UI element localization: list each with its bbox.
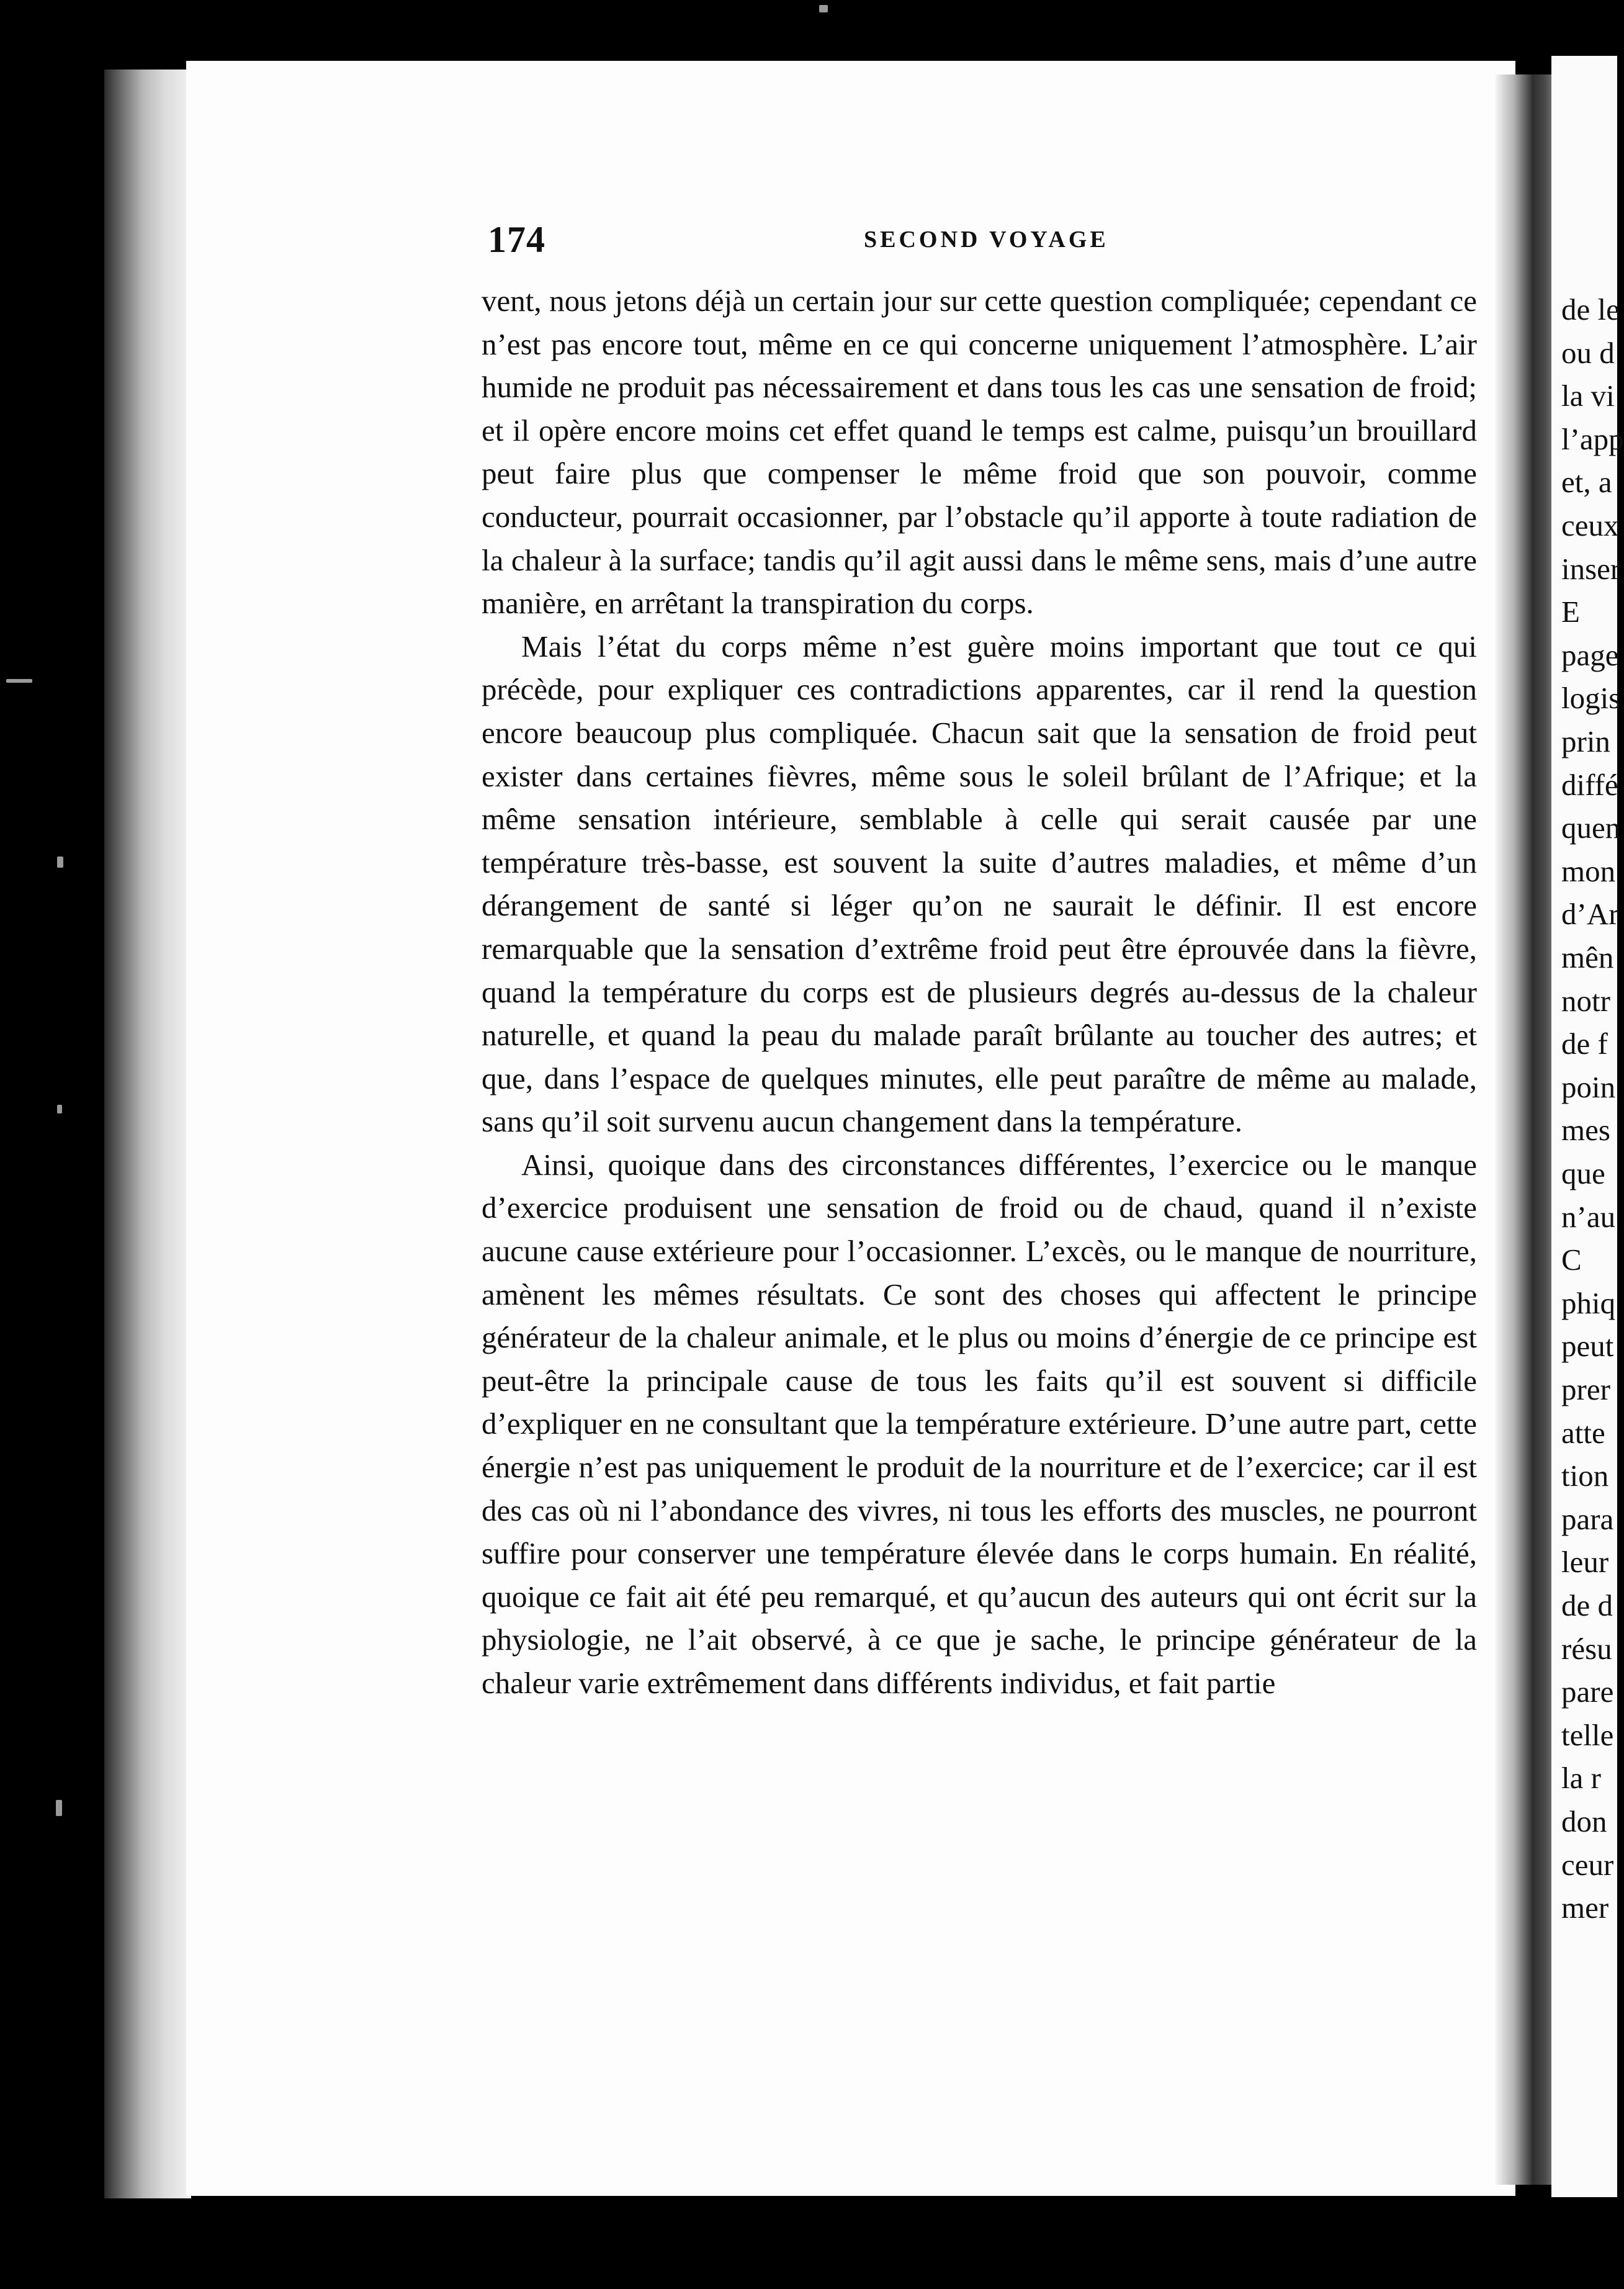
- book-gutter: [1496, 74, 1558, 2185]
- facing-page-line: quen: [1561, 811, 1621, 845]
- facing-page-line: phiq: [1561, 1285, 1616, 1320]
- facing-page-edge: [1551, 56, 1624, 2197]
- facing-page-line: prer: [1561, 1372, 1610, 1406]
- scan-speck: [819, 5, 828, 12]
- facing-page-line: la vi: [1561, 379, 1615, 413]
- facing-page-line: mên: [1561, 940, 1614, 974]
- facing-page-line: prin: [1561, 724, 1610, 758]
- facing-page-line: l’app: [1561, 421, 1624, 456]
- running-head: SECOND VOYAGE: [864, 227, 1109, 253]
- scan-speck: [6, 679, 32, 683]
- facing-page-line: tion: [1561, 1459, 1609, 1493]
- facing-page-line: peut: [1561, 1329, 1614, 1364]
- page-header: [488, 218, 1481, 262]
- paragraph-3: Ainsi, quoique dans des circonstances différentes, l’exercice ou le manque d’exercice produisent une sensation de froid ou de chaud, quand il n’existe aucune cause extérieure pour l’occasionner. L’excès, ou le manque de nourriture, amènent les mêmes résultats. Ce sont des choses qui affectent le principe générateur de la chaleur animale, et le plus ou moins d’énergie de ce principe est peut-être la principale cause de tous les faits qu’il est souvent si difficile d’expliquer en ne consultant que la température extérieure. D’une autre part, cette énergie n’est pas uniquement le produit de la nourriture et de l’exercice; car il est des cas où ni l’abondance des vivres, ni tous les efforts des muscles, ne pourront suffire pour conserver une température élevée dans le corps humain. En réalité, quoique ce fait ait été peu remarqué, et qu’aucun des auteurs qui ont écrit sur la physiologie, ne l’ait observé, à ce que je sache, le principe générateur de la chaleur varie extrêmement dans différents individus, et fait partie: [482, 1147, 1477, 1700]
- scan-speck: [57, 857, 63, 868]
- facing-page-line: n’au: [1561, 1199, 1616, 1234]
- facing-page-line: de le: [1561, 292, 1620, 326]
- paragraph-1: vent, nous jetons déjà un certain jour sur cette question compliquée; cependant ce n’est pas encore tout, même en ce qui concerne uniquement l’atmosphère. L’air humide ne produit pas nécessairement et dans tous les cas une sensation de froid; et il opère encore moins cet effet quand le temps est calme, puisqu’un brouillard peut faire plus que compenser le même froid que son pouvoir, comme conducteur, pourrait occasionner, par l’obstacle qu’il apporte à toute radiation de la chaleur à la surface; tandis qu’il agit aussi dans le même sens, mais d’une autre manière, en arrêtant la transpiration du corps.: [482, 284, 1477, 621]
- facing-page-line: telle: [1561, 1717, 1614, 1752]
- page-number: 174: [488, 219, 545, 260]
- facing-page-line: la r: [1561, 1761, 1601, 1796]
- facing-page-line: et, a: [1561, 465, 1612, 500]
- facing-page-line: ceur: [1561, 1847, 1614, 1882]
- facing-page-line: don: [1561, 1804, 1607, 1838]
- facing-page-line: de d: [1561, 1588, 1613, 1622]
- facing-page-line: résu: [1561, 1631, 1612, 1666]
- facing-page-line: logis: [1561, 681, 1621, 716]
- facing-page-line: para: [1561, 1501, 1614, 1536]
- facing-page-line: diffé: [1561, 767, 1618, 802]
- paragraph-2: Mais l’état du corps même n’est guère moins important que tout ce qui précède, pour expliquer ces contradictions apparentes, car il rend la question encore beaucoup plus compliquée. Chacun sait que la sensation de froid peut exister dans certaines fièvres, même sous le soleil brûlant de l’Afrique; et la même sensation intérieure, semblable à celle qui serait causée par une température très-basse, est souvent la suite d’autres maladies, et même d’un dérangement de santé si léger qu’on ne saurait le définir. Il est encore remarquable que la sensation d’extrême froid peut être éprouvée dans la fièvre, quand la température du corps est de plusieurs degrés au-dessus de la chaleur naturelle, et quand la peau du malade paraît brûlante au toucher des autres; et que, dans l’espace de quelques minutes, elle peut paraître de même au malade, sans qu’il soit survenu aucun changement dans la température.: [482, 629, 1477, 1139]
- facing-page-line: atte: [1561, 1415, 1605, 1450]
- facing-page-line: ou d: [1561, 335, 1615, 370]
- facing-page-line: poin: [1561, 1069, 1616, 1104]
- facing-page-line: notr: [1561, 983, 1610, 1018]
- facing-page-line: pare: [1561, 1675, 1614, 1709]
- facing-page-line: mon: [1561, 853, 1616, 888]
- facing-page-line: C: [1561, 1243, 1582, 1277]
- facing-page-line: page: [1561, 637, 1619, 672]
- page-body: [482, 279, 1477, 1705]
- facing-page-line: E: [1561, 595, 1580, 629]
- facing-page-line: mes: [1561, 1113, 1610, 1148]
- page-edge-stack: [104, 70, 191, 2198]
- facing-page-line: mer: [1561, 1891, 1609, 1925]
- facing-page-line: inser: [1561, 551, 1621, 586]
- facing-page-line: de f: [1561, 1027, 1608, 1061]
- scan-speck: [56, 1800, 62, 1816]
- facing-page-line: que: [1561, 1156, 1605, 1190]
- facing-page-line: ceux: [1561, 508, 1619, 542]
- scan-speck: [57, 1105, 62, 1113]
- facing-page-line: leur: [1561, 1545, 1609, 1580]
- facing-page-line: d’Ar: [1561, 897, 1619, 932]
